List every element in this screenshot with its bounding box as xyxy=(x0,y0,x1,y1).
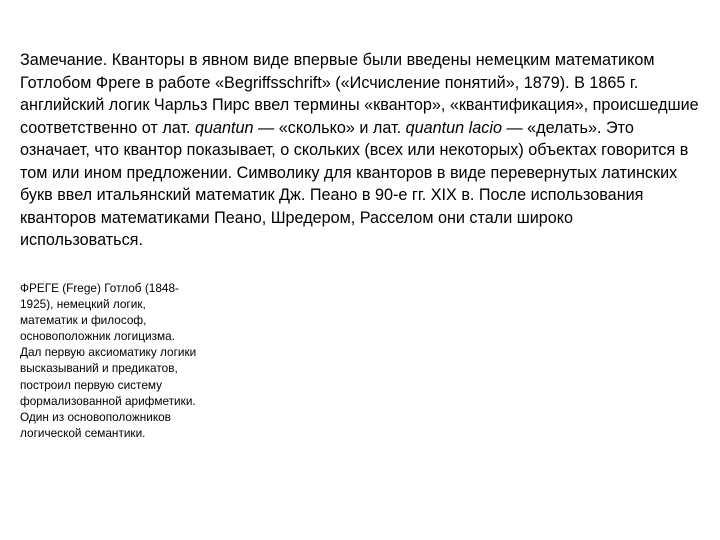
bio-line: 1925), немецкий логик, xyxy=(20,297,146,312)
bio-line: Дал первую аксиоматику логики xyxy=(20,345,197,360)
note-text-part2: — «сколько» и лат. xyxy=(253,118,406,137)
bio-line: основоположник логицизма. xyxy=(20,329,175,344)
quantifier-note xyxy=(20,49,700,252)
bio-line: математик и философ, xyxy=(20,313,147,328)
bio-line: формализованной арифметики. xyxy=(20,393,196,408)
latin-term-quantun-lacio: quantun lacio xyxy=(405,118,502,137)
bio-line: ФРЕГЕ (Frege) Готлоб (1848- xyxy=(20,281,179,295)
frege-biography xyxy=(20,280,250,441)
note-text-part1: Замечание. Кванторы в явном виде впервые были введены немецким математиком Готлобом Фреге в работе «Begriffsschrift» («Исчисление понятий», 1879). В 1865 г. английский логик Чарльз Пирс ввел термины «квантор», «квантификация», происшедшие соответственно от лат. xyxy=(20,51,699,137)
bio-line: Один из основоположников xyxy=(20,409,171,424)
bio-line: построил первую систему xyxy=(20,377,163,392)
bio-line: логической семантики. xyxy=(20,425,146,440)
note-text-part3: — «делать». Это означает, что квантор показывает, о скольких (всех или некоторых) объектах говорится в том или ином предложении. Символику для кванторов в виде перевернутых латинских букв ввел итальянский математик Дж. Пеано в 90-е гг. XIX в. После использования кванторов математиками Пеано, Шредером, Расселом они стали широко использоваться. xyxy=(20,118,689,249)
latin-term-quantun: quantun xyxy=(195,118,254,137)
bio-line: высказываний и предикатов, xyxy=(20,361,178,376)
